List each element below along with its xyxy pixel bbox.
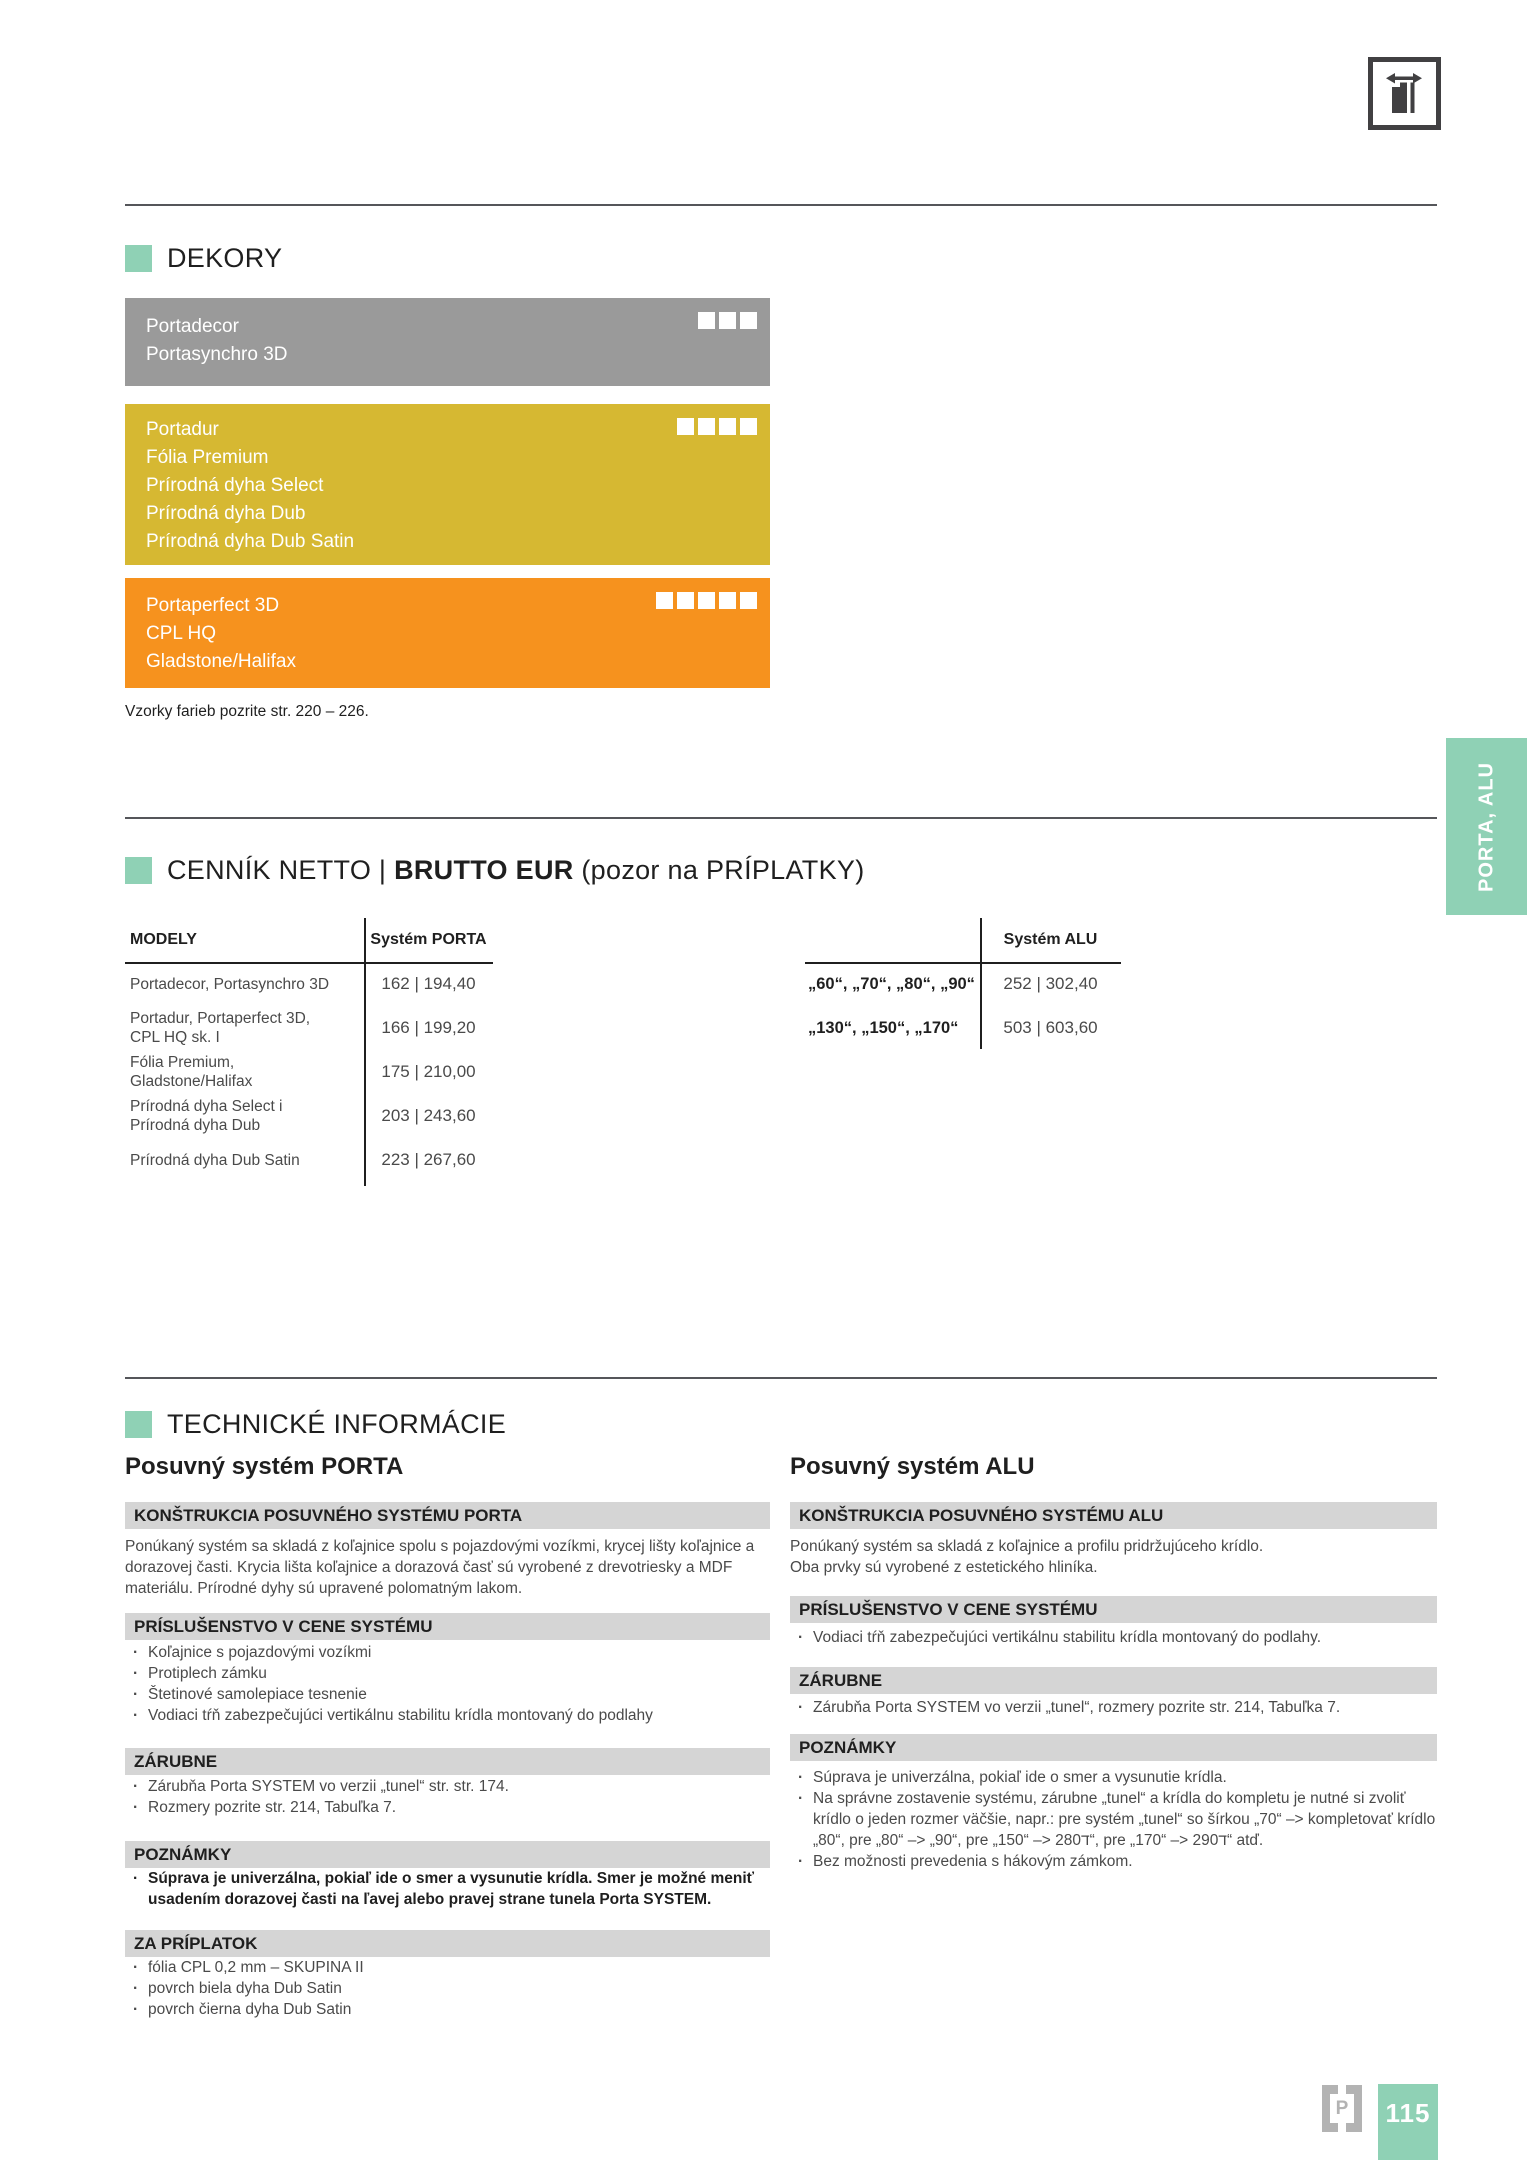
table-row	[125, 1094, 493, 1138]
zarubne-alu-list	[790, 1697, 1437, 1718]
price-value: 252 | 302,40	[1003, 974, 1098, 993]
chapter-tab-label: PORTA, ALU	[1475, 761, 1497, 892]
column-header-modely: MODELY	[130, 931, 197, 948]
table-row	[125, 1138, 493, 1182]
size-group: „130“, „150“, „170“	[808, 1018, 959, 1037]
price-table-porta	[125, 918, 493, 1182]
tier-squares-4	[677, 418, 757, 435]
subsection-bar-zarubne-alu: ZÁRUBNE	[790, 1667, 1437, 1694]
list-item: · Protiplech zámku	[125, 1663, 770, 1684]
decor-line: Portadur	[146, 419, 219, 440]
price-table-header	[125, 918, 493, 962]
poznamky-alu-list	[790, 1767, 1437, 1872]
color-samples-note: Vzorky farieb pozrite str. 220 – 226.	[125, 703, 369, 720]
tech-column-title-porta: Posuvný systém PORTA	[125, 1453, 404, 1480]
decor-line: Portaperfect 3D	[146, 595, 280, 616]
text-line: Ponúkaný systém sa skladá z koľajnice a profilu pridržujúceho krídlo.	[790, 1538, 1264, 1555]
poznamky-porta-list	[125, 1868, 770, 1910]
price-value: 175 | 210,00	[381, 1062, 476, 1081]
decor-box-portadecor	[125, 298, 770, 386]
tier-squares-3	[698, 312, 757, 329]
section-title: DEKORY	[167, 243, 283, 273]
price-value: 503 | 603,60	[1003, 1018, 1098, 1037]
list-item: · Vodiaci tŕň zabezpečujúci vertikálnu stabilitu krídla montovaný do podlahy	[125, 1705, 770, 1726]
size-group: „60“, „70“, „80“, „90“	[808, 974, 975, 993]
subsection-bar-prislusenstvo-alu: PRÍSLUŠENSTVO V CENE SYSTÉMU	[790, 1596, 1437, 1623]
za-priplatok-list	[125, 1957, 770, 2020]
porta-logo	[1322, 2085, 1362, 2132]
subsection-bar-prislusenstvo-porta: PRÍSLUŠENSTVO V CENE SYSTÉMU	[125, 1613, 770, 1640]
price-value: 203 | 243,60	[381, 1106, 476, 1125]
table-column-line	[980, 918, 982, 1049]
decor-line: Gladstone/Halifax	[146, 651, 296, 672]
divider-bottom	[125, 1377, 1437, 1379]
list-item: · povrch čierna dyha Dub Satin	[125, 1999, 770, 2020]
model-name: Portadecor, Portasynchro 3D	[130, 975, 330, 993]
list-item: · Na správne zostavenie systému, zárubne „tunel“ a krídla do kompletu je nutné si zvoliť krídlo o jeden rozmer väčšie, napr.: pre systém „tunel“ so šírkou „70“ –> kompletovať krídlo „80“, pre „80“ –> „90“, pre „150“ –> 2ד80“, pre „170“ –> 2ד90“ atď.	[790, 1788, 1437, 1851]
logo-letter-box	[1330, 2094, 1354, 2123]
price-table-header	[805, 918, 1121, 962]
list-item: · Vodiaci tŕň zabezpečujúci vertikálnu stabilitu krídla montovaný do podlahy.	[790, 1627, 1437, 1648]
table-header-line	[805, 962, 1121, 964]
logo-notch	[1338, 2122, 1346, 2132]
decor-line: Portasynchro 3D	[146, 344, 288, 365]
table-row	[125, 1050, 493, 1094]
page-number-badge: 115	[1378, 2084, 1438, 2160]
section-marker-square	[125, 1411, 152, 1438]
subsection-bar-konstrukcia-alu: KONŠTRUKCIA POSUVNÉHO SYSTÉMU ALU	[790, 1502, 1437, 1529]
list-item: · Rozmery pozrite str. 214, Tabuľka 7.	[125, 1797, 770, 1818]
cennik-title-regular: CENNÍK NETTO |	[167, 855, 387, 885]
section-title: TECHNICKÉ INFORMÁCIE	[167, 1409, 507, 1439]
decor-box-portadur	[125, 404, 770, 565]
cennik-title-bold: BRUTTO EUR	[394, 855, 574, 885]
section-marker-square	[125, 857, 152, 884]
prislusenstvo-alu-list	[790, 1627, 1437, 1648]
decor-box-portaperfect	[125, 578, 770, 688]
prislusenstvo-porta-list	[125, 1642, 770, 1726]
model-name: Prírodná dyha Select i Prírodná dyha Dub	[130, 1098, 283, 1134]
list-item: · Súprava je univerzálna, pokiaľ ide o smer a vysunutie krídla.	[790, 1767, 1437, 1788]
subsection-bar-poznamky-porta: POZNÁMKY	[125, 1841, 770, 1868]
divider-middle	[125, 817, 1437, 819]
column-header-system-alu: Systém ALU	[1003, 931, 1098, 948]
tier-squares-5	[656, 592, 757, 609]
price-value: 166 | 199,20	[381, 1018, 476, 1037]
decor-line: Prírodná dyha Select	[146, 475, 324, 496]
price-table-alu	[805, 918, 1121, 1050]
decor-line: Prírodná dyha Dub	[146, 503, 306, 524]
zarubne-porta-list	[125, 1776, 770, 1818]
list-item: · Bez možnosti prevedenia s hákovým zámkom.	[790, 1851, 1437, 1872]
list-item: · Zárubňa Porta SYSTEM vo verzii „tunel“, rozmery pozrite str. 214, Tabuľka 7.	[790, 1697, 1437, 1718]
column-header-system-porta: Systém PORTA	[370, 931, 487, 948]
price-value: 162 | 194,40	[381, 974, 476, 993]
decor-line: Portadecor	[146, 316, 239, 337]
table-row	[805, 962, 1121, 1006]
tech-column-title-alu: Posuvný systém ALU	[790, 1453, 1035, 1480]
konstrukcia-porta-text: Ponúkaný systém sa skladá z koľajnice spolu s pojazdovými vozíkmi, krycej lišty koľajnice a dorazovej časti. Krycia lišta koľajnice a dorazová časť sú vyrobené z drevotriesky a MDF materiálu. Prírodné dyhy sú upravené polomatným lakom.	[125, 1538, 755, 1597]
section-header-dekory	[125, 243, 282, 274]
list-item: · povrch biela dyha Dub Satin	[125, 1978, 770, 1999]
model-name: Fólia Premium, Gladstone/Halifax	[130, 1054, 253, 1090]
divider-top	[125, 204, 1437, 206]
model-name: Prírodná dyha Dub Satin	[130, 1151, 300, 1169]
decor-line: CPL HQ	[146, 623, 217, 644]
konstrukcia-alu-text	[790, 1536, 1437, 1578]
price-value: 223 | 267,60	[381, 1150, 476, 1169]
section-header-cennik	[125, 855, 865, 886]
table-row	[805, 1006, 1121, 1050]
list-item: · Zárubňa Porta SYSTEM vo verzii „tunel“ str. str. 174.	[125, 1776, 770, 1797]
subsection-bar-konstrukcia-porta: KONŠTRUKCIA POSUVNÉHO SYSTÉMU PORTA	[125, 1502, 770, 1529]
decor-line: Prírodná dyha Dub Satin	[146, 531, 355, 552]
section-header-tech	[125, 1409, 506, 1440]
logo-letter: P	[1335, 2097, 1349, 2119]
list-item: · fólia CPL 0,2 mm – SKUPINA II	[125, 1957, 770, 1978]
chapter-tab-porta-alu	[1446, 738, 1527, 915]
text-line: Oba prvky sú vyrobené z estetického hliníka.	[790, 1559, 1098, 1576]
table-row	[125, 962, 493, 1006]
subsection-bar-zarubne-porta: ZÁRUBNE	[125, 1748, 770, 1775]
table-header-line	[125, 962, 493, 964]
section-marker-square	[125, 245, 152, 272]
model-name: Portadur, Portaperfect 3D, CPL HQ sk. I	[130, 1010, 311, 1046]
cennik-title-suffix: (pozor na PRÍPLATKY)	[581, 855, 865, 885]
subsection-bar-za-priplatok: ZA PRÍPLATOK	[125, 1930, 770, 1957]
decor-line: Fólia Premium	[146, 447, 269, 468]
table-row	[125, 1006, 493, 1050]
sliding-door-icon	[1368, 57, 1441, 130]
list-item: · Štetinové samolepiace tesnenie	[125, 1684, 770, 1705]
sliding-door-glyph	[1381, 70, 1428, 117]
list-item: · Koľajnice s pojazdovými vozíkmi	[125, 1642, 770, 1663]
subsection-bar-poznamky-alu: POZNÁMKY	[790, 1734, 1437, 1761]
section-title	[167, 855, 865, 886]
list-item: · Súprava je univerzálna, pokiaľ ide o smer a vysunutie krídla. Smer je možné meniť usadením dorazovej časti na ľavej alebo pravej strane tunela Porta SYSTEM.	[125, 1868, 770, 1910]
table-column-line	[364, 918, 366, 1186]
